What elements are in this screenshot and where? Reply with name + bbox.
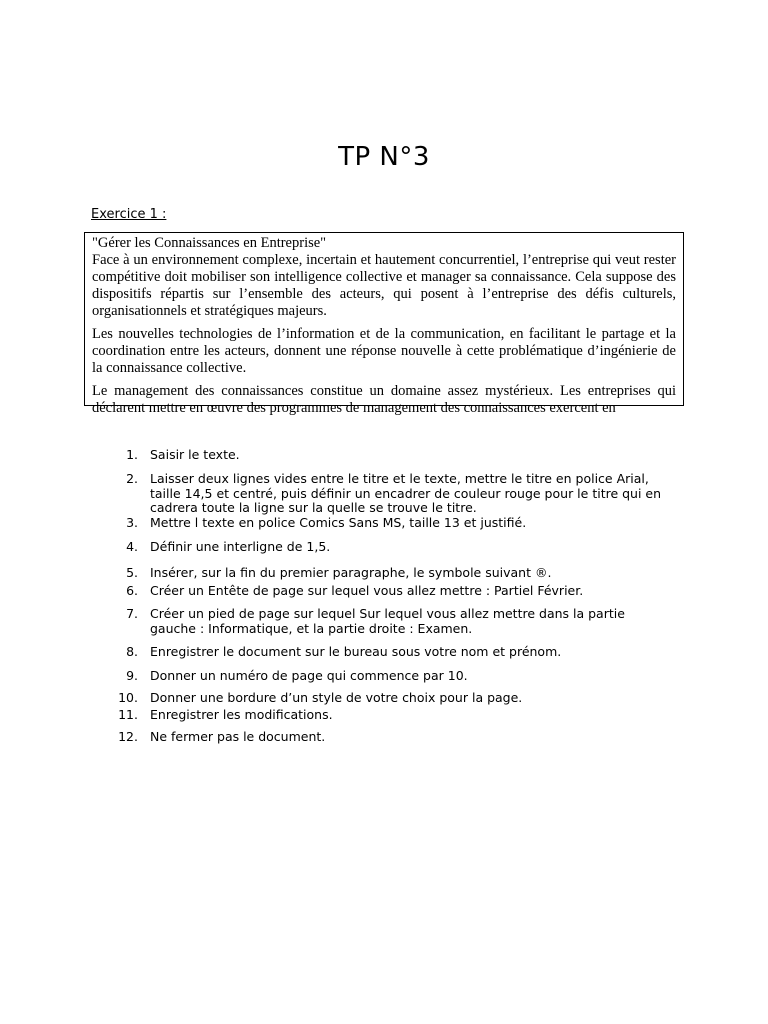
- list-item: [112, 584, 672, 599]
- exercise-label: Exercice 1 :: [91, 207, 167, 222]
- list-item: [112, 607, 672, 636]
- list-item: [112, 730, 672, 745]
- list-item: [112, 540, 672, 555]
- exercise-text-box: [84, 232, 684, 416]
- list-item-text: Ne fermer pas le document.: [150, 729, 326, 744]
- list-item-number: 1.: [126, 447, 138, 462]
- list-item-text: Saisir le texte.: [150, 447, 240, 462]
- list-item-number: 5.: [126, 565, 138, 580]
- box-paragraph-1: Face à un environnement complexe, incertain et hautement concurrentiel, l’entreprise qui veut rester compétitive doit mobiliser son intelligence collective et manager sa connaissance. Cela suppose des dispositifs répartis sur l’ensemble des acteurs, qui posent à l’entreprise des défis culturels, organisationnels et stratégiques majeurs.: [92, 252, 676, 319]
- list-item-text: Enregistrer les modifications.: [150, 707, 333, 722]
- list-item: [112, 691, 672, 706]
- list-item-number: 7.: [126, 606, 138, 621]
- list-item: [112, 566, 672, 581]
- list-item-text: Définir une interligne de 1,5.: [150, 539, 331, 554]
- list-item-number: 9.: [126, 668, 138, 683]
- list-item: [112, 516, 672, 531]
- list-item-number: 12.: [118, 729, 138, 744]
- list-item-number: 10.: [118, 690, 138, 705]
- list-item-text: Donner une bordure d’un style de votre choix pour la page.: [150, 690, 523, 705]
- box-paragraph-3: Le management des connaissances constitue un domaine assez mystérieux. Les entreprises qui déclarent mettre en œuvre des programmes de management des connaissances exercent en: [92, 383, 676, 416]
- list-item: [112, 669, 672, 684]
- page-title: TP N°3: [338, 142, 430, 172]
- list-item: [112, 448, 672, 463]
- list-item-text: Enregistrer le document sur le bureau sous votre nom et prénom.: [150, 644, 562, 659]
- list-item-number: 11.: [118, 707, 138, 722]
- list-item: [112, 708, 672, 723]
- list-item-number: 3.: [126, 515, 138, 530]
- list-item-number: 2.: [126, 471, 138, 486]
- list-item-text: Mettre l texte en police Comics Sans MS, taille 13 et justifié.: [150, 515, 527, 530]
- list-item-text: Donner un numéro de page qui commence par 10.: [150, 668, 468, 683]
- list-item-number: 4.: [126, 539, 138, 554]
- list-item-text: Laisser deux lignes vides entre le titre et le texte, mettre le titre en police Arial, taille 14,5 et centré, puis définir un encadrer de couleur rouge pour le titre qui en cadrera toute la ligne sur la quelle se trouve le titre.: [150, 471, 662, 515]
- list-item-text: Créer un pied de page sur lequel Sur lequel vous allez mettre dans la partie gauche : Informatique, et la partie droite : Examen.: [150, 606, 625, 636]
- list-item-text: Créer un Entête de page sur lequel vous allez mettre : Partiel Février.: [150, 583, 584, 598]
- list-item-number: 6.: [126, 583, 138, 598]
- box-heading: "Gérer les Connaissances en Entreprise": [92, 235, 327, 251]
- list-item: [112, 645, 672, 660]
- box-paragraph-2: Les nouvelles technologies de l’information et de la communication, en facilitant le partage et la coordination entre les acteurs, donnent une réponse nouvelle à cette problématique d’ingénierie de la connaissance collective.: [92, 326, 676, 376]
- list-item-text: Insérer, sur la fin du premier paragraphe, le symbole suivant ®.: [150, 565, 552, 580]
- list-item: [112, 472, 672, 516]
- list-item-number: 8.: [126, 644, 138, 659]
